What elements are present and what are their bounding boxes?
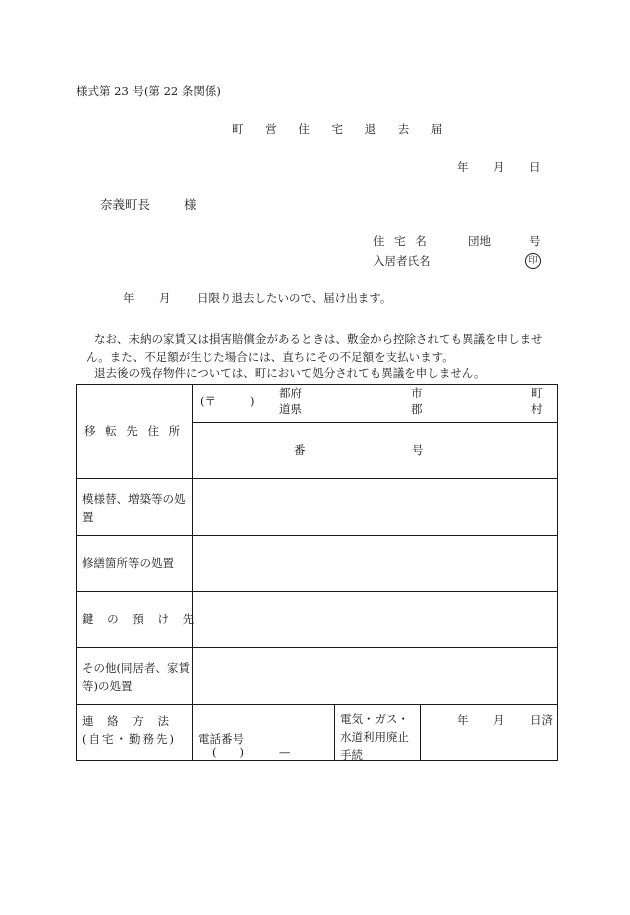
remodel-label: 模様替、増築等の処置 xyxy=(82,492,186,524)
resident-name-label: 入居者氏名 xyxy=(373,254,431,268)
phone-dash: — xyxy=(279,745,291,759)
date-month: 月 xyxy=(493,160,505,174)
repair-label: 修繕箇所等の処置 xyxy=(82,556,174,570)
note-arrears: なお、未納の家賃又は損害賠償金があるときは、敷金から控除されても異議を申しません。また、不足額が生じた場合には、直ちにその不足額を支払います。 xyxy=(86,332,543,364)
utility-day-done: 日済 xyxy=(530,713,553,727)
seal-mark: 印 xyxy=(525,253,541,269)
housing-name-label: 住 宅 名 xyxy=(373,234,430,248)
date-year: 年 xyxy=(457,160,469,174)
contact-method-sublabel: (自宅・勤務先) xyxy=(82,732,176,746)
address-go-label: 号 xyxy=(412,443,424,457)
vacate-statement: 日限り退去したいので、届け出ます。 xyxy=(197,291,392,305)
phone-number-label: 電話番号 xyxy=(198,732,244,746)
vacate-month: 月 xyxy=(159,291,171,305)
banchi-label: 番 xyxy=(294,443,306,457)
form-number: 様式第 23 号(第 22 条関係) xyxy=(76,84,221,98)
addressee-honorific: 様 xyxy=(184,197,197,212)
town-bottom: 村 xyxy=(531,402,543,416)
utility-cancel-label: 電気・ガス・水道利用廃止手続 xyxy=(340,712,409,762)
contact-method-label: 連 絡 方 法 xyxy=(82,714,174,728)
city-top: 市 xyxy=(411,386,423,400)
prefecture-bottom: 道県 xyxy=(279,402,302,416)
vacate-year: 年 xyxy=(123,291,135,305)
phone-area-code-parens: ( ) xyxy=(212,745,244,759)
vacate-details-table xyxy=(76,384,558,761)
utility-month: 月 xyxy=(493,713,505,727)
postal-open: (〒 xyxy=(200,394,216,408)
page-title: 町 営 住 宅 退 去 届 xyxy=(232,122,452,136)
utility-year: 年 xyxy=(457,713,469,727)
prefecture-top: 都府 xyxy=(279,386,302,400)
addressee-name: 奈義町長 xyxy=(100,197,151,212)
new-address-label: 移 転 先 住 所 xyxy=(84,424,184,438)
note-remaining-property: 退去後の残存物件については、町において処分されても異議を申しません。 xyxy=(94,366,486,380)
go-label: 号 xyxy=(529,234,541,248)
town-top: 町 xyxy=(531,386,543,400)
danchi-label: 団地 xyxy=(468,234,491,248)
postal-close: ) xyxy=(250,394,255,408)
city-bottom: 郡 xyxy=(411,402,423,416)
date-day: 日 xyxy=(529,160,541,174)
key-deposit-label: 鍵 の 預 け 先 xyxy=(82,612,200,626)
other-disposition-label: その他(同居者、家賃等)の処置 xyxy=(82,661,190,693)
